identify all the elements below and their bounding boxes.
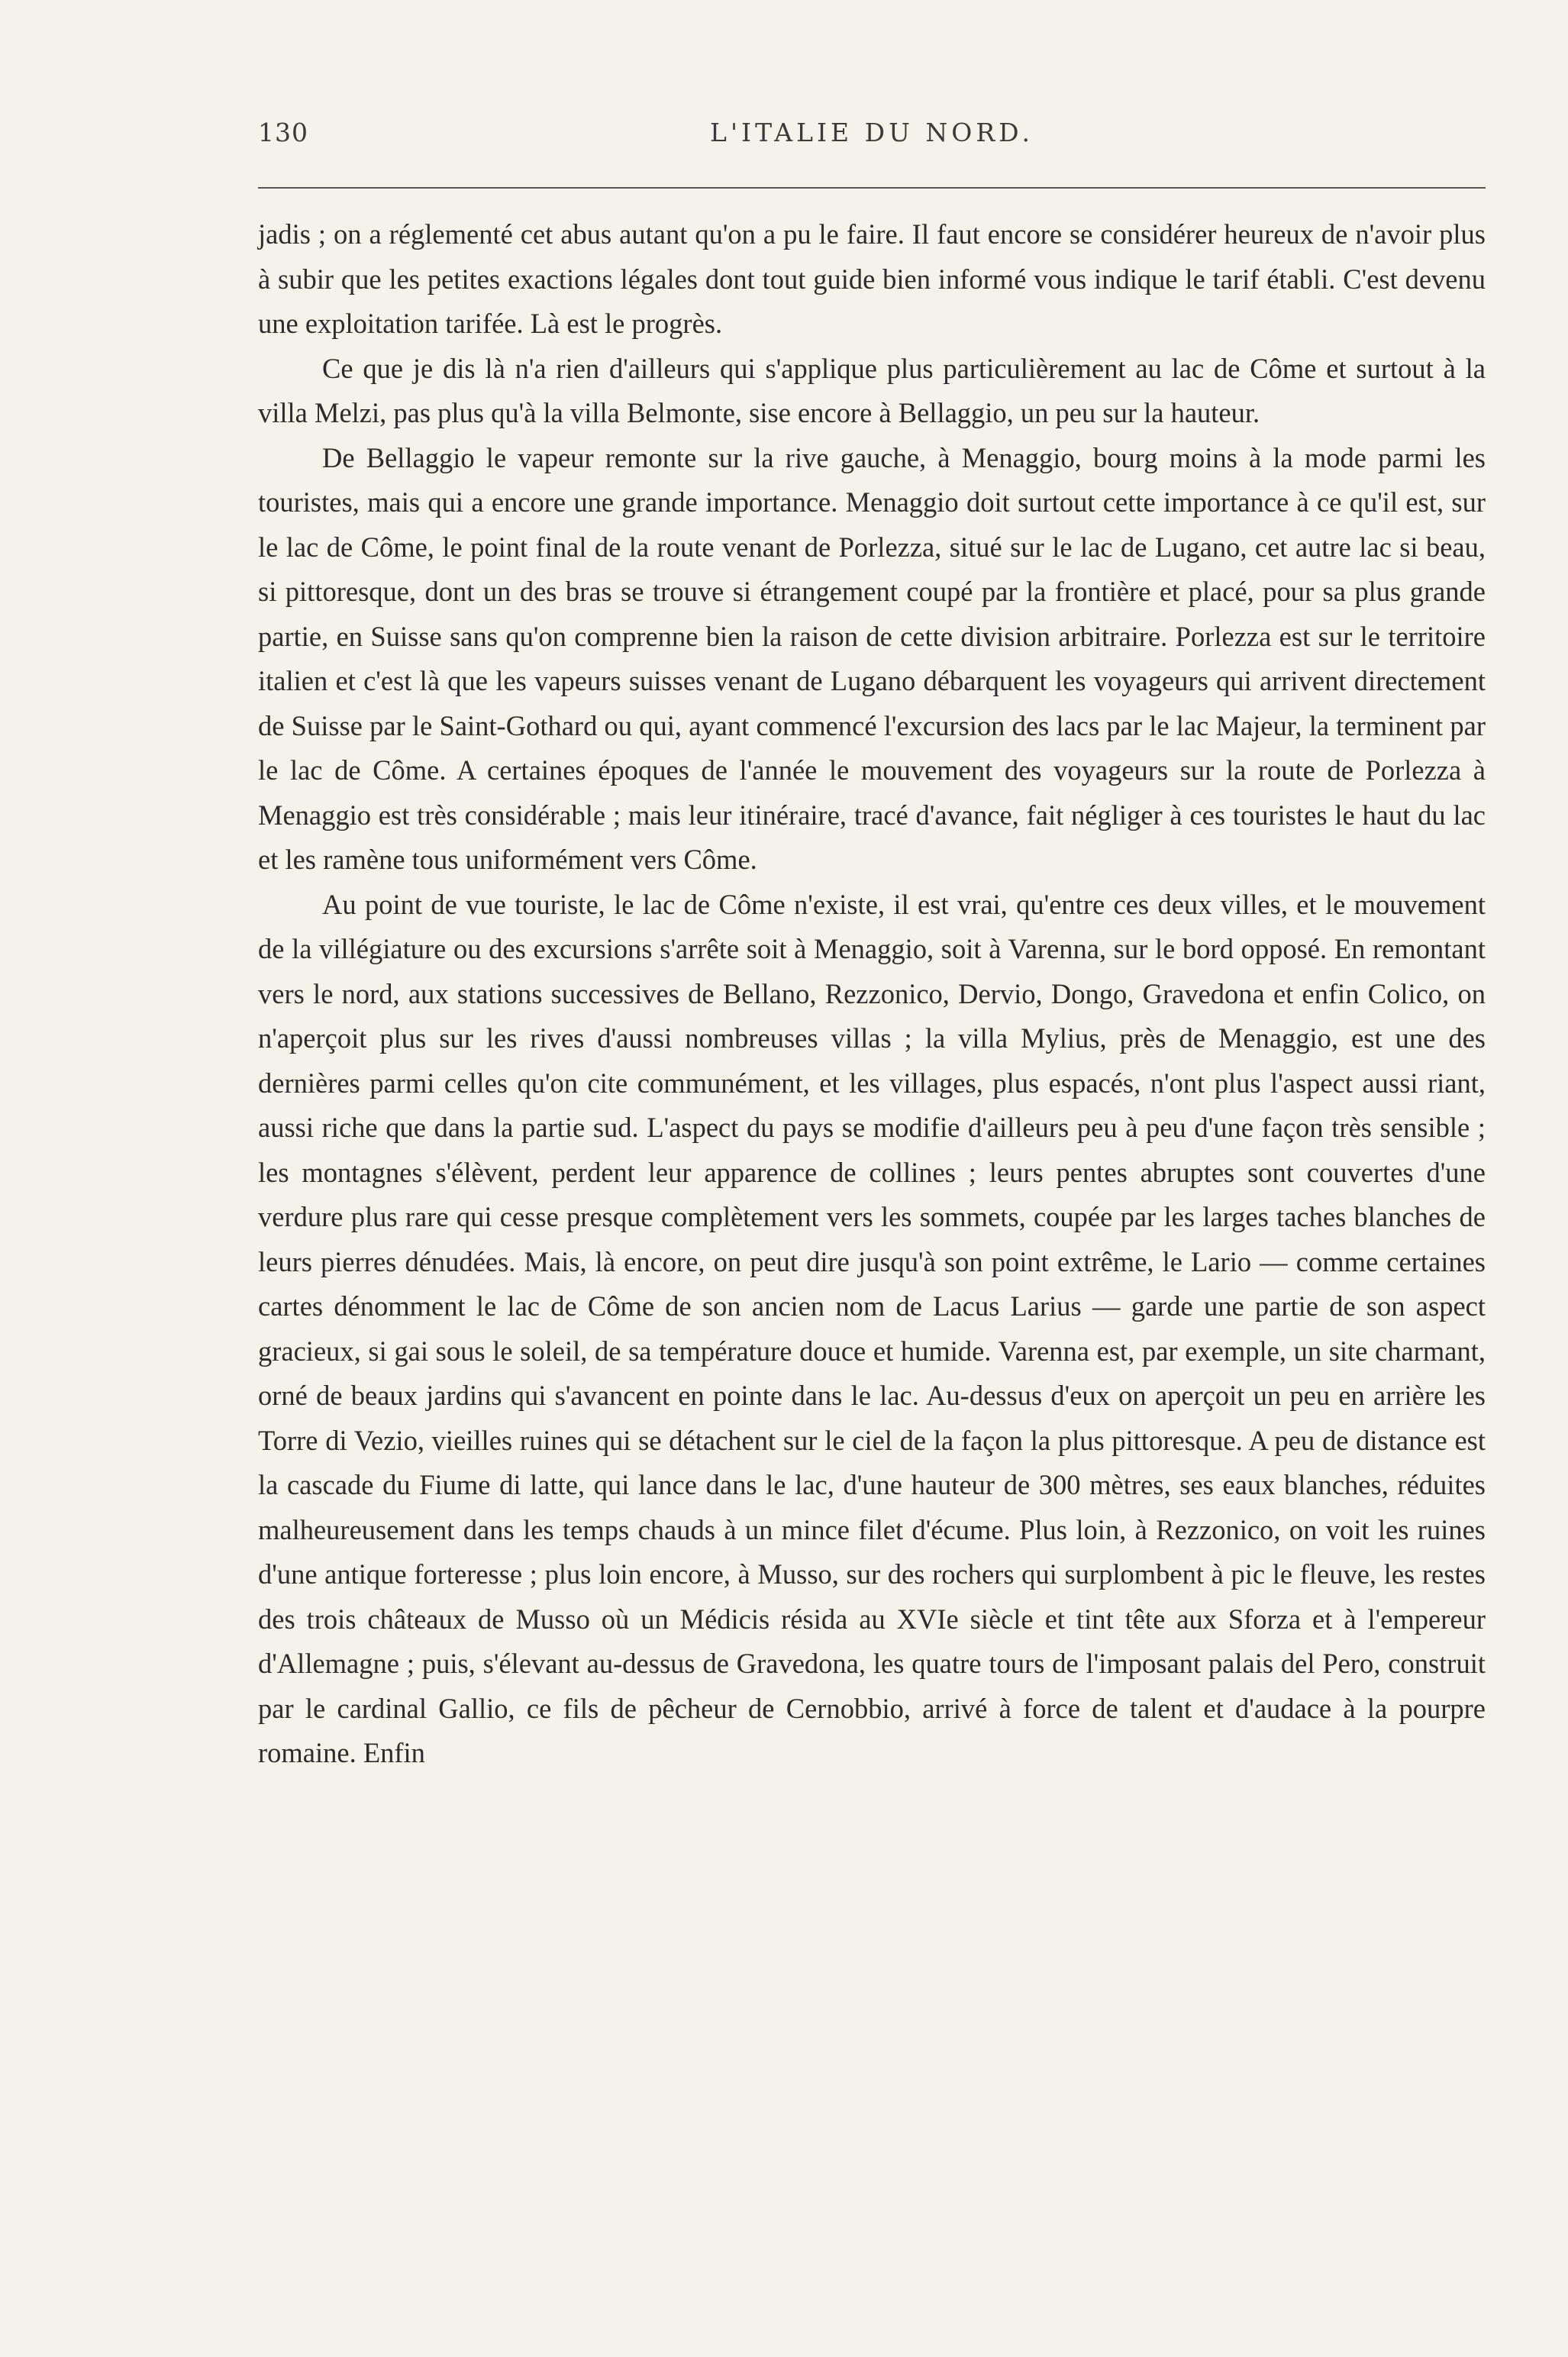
paragraph-4: Au point de vue touriste, le lac de Côme n'existe, il est vrai, qu'entre ces deux villes, et le mouvement de la villégiature ou des excursions s'arrête soit à Menaggio, soit à Varenna, sur le bord opposé. En remontant vers le nord, aux stations successives de Bellano, Rezzonico, Dervio, Dongo, Gravedona et enfin Colico, on n'aperçoit plus sur les rives d'aussi nombreuses villas ; la villa Mylius, près de Menaggio, est une des dernières parmi celles qu'on cite communément, et les villages, plus espacés, n'ont plus l'aspect aussi riant, aussi riche que dans la partie sud. L'aspect du pays se modifie d'ailleurs peu à peu d'une façon très sensible ; les montagnes s'élèvent, perdent leur apparence de collines ; leurs pentes abruptes sont couvertes d'une verdure plus rare qui cesse presque complètement vers les sommets, coupée par les larges taches blanches de leurs pierres dénudées. Mais, là encore, on peut dire jusqu'à son point extrême, le Lario — comme certaines cartes dénomment le lac de Côme de son ancien nom de Lacus Larius — garde une partie de son aspect gracieux, si gai sous le soleil, de sa température douce et humide. Varenna est, par exemple, un site charmant, orné de beaux jardins qui s'avancent en pointe dans le lac. Au-dessus d'eux on aperçoit un peu en arrière les Torre di Vezio, vieilles ruines qui se détachent sur le ciel de la façon la plus pittoresque. A peu de distance est la cascade du Fiume di latte, qui lance dans le lac, d'une hauteur de 300 mètres, ses eaux blanches, réduites malheureusement dans les temps chauds à un mince filet d'écume. Plus loin, à Rezzonico, on voit les ruines d'une antique forteresse ; plus loin encore, à Musso, sur des rochers qui surplombent à pic le fleuve, les restes des trois châteaux de Musso où un Médicis résida au XVIe siècle et tint tête aux Sforza et à l'empereur d'Allemagne ; puis, s'élevant au-dessus de Gravedona, les quatre tours de l'imposant palais del Pero, construit par le cardinal Gallio, ce fils de pêcheur de Cernobbio, arrivé à force de talent et d'audace à la pourpre romaine. Enfin: [258, 888, 1486, 1768]
body-text: [258, 212, 1486, 1776]
paragraph-2: Ce que je dis là n'a rien d'ailleurs qui s'applique plus particulièrement au lac de Côme et surtout à la villa Melzi, pas plus qu'à la villa Belmonte, sise encore à Bellaggio, un peu sur la hauteur.: [258, 352, 1486, 428]
header-rule: [258, 187, 1486, 189]
running-title: L'ITALIE DU NORD.: [710, 118, 1034, 147]
page-number: 130: [258, 118, 308, 147]
running-head: [258, 118, 1486, 156]
paragraph-1: jadis ; on a réglementé cet abus autant qu'on a pu le faire. Il faut encore se considérer heureux de n'avoir plus à subir que les petites exactions légales dont tout guide bien informé vous indique le tarif établi. C'est devenu une exploitation tarifée. Là est le progrès.: [258, 218, 1486, 339]
paragraph-3: De Bellaggio le vapeur remonte sur la rive gauche, à Menaggio, bourg moins à la mode parmi les touristes, mais qui a encore une grande importance. Menaggio doit surtout cette importance à ce qu'il est, sur le lac de Côme, le point final de la route venant de Porlezza, situé sur le lac de Lugano, cet autre lac si beau, si pittoresque, dont un des bras se trouve si étrangement coupé par la frontière et placé, pour sa plus grande partie, en Suisse sans qu'on comprenne bien la raison de cette division arbitraire. Porlezza est sur le territoire italien et c'est là que les vapeurs suisses venant de Lugano débarquent les voyageurs qui arrivent directement de Suisse par le Saint-Gothard ou qui, ayant commencé l'excursion des lacs par le lac Majeur, la terminent par le lac de Côme. A certaines époques de l'année le mouvement des voyageurs sur la route de Porlezza à Menaggio est très considérable ; mais leur itinéraire, tracé d'avance, fait négliger à ces touristes le haut du lac et les ramène tous uniformément vers Côme.: [258, 441, 1486, 875]
